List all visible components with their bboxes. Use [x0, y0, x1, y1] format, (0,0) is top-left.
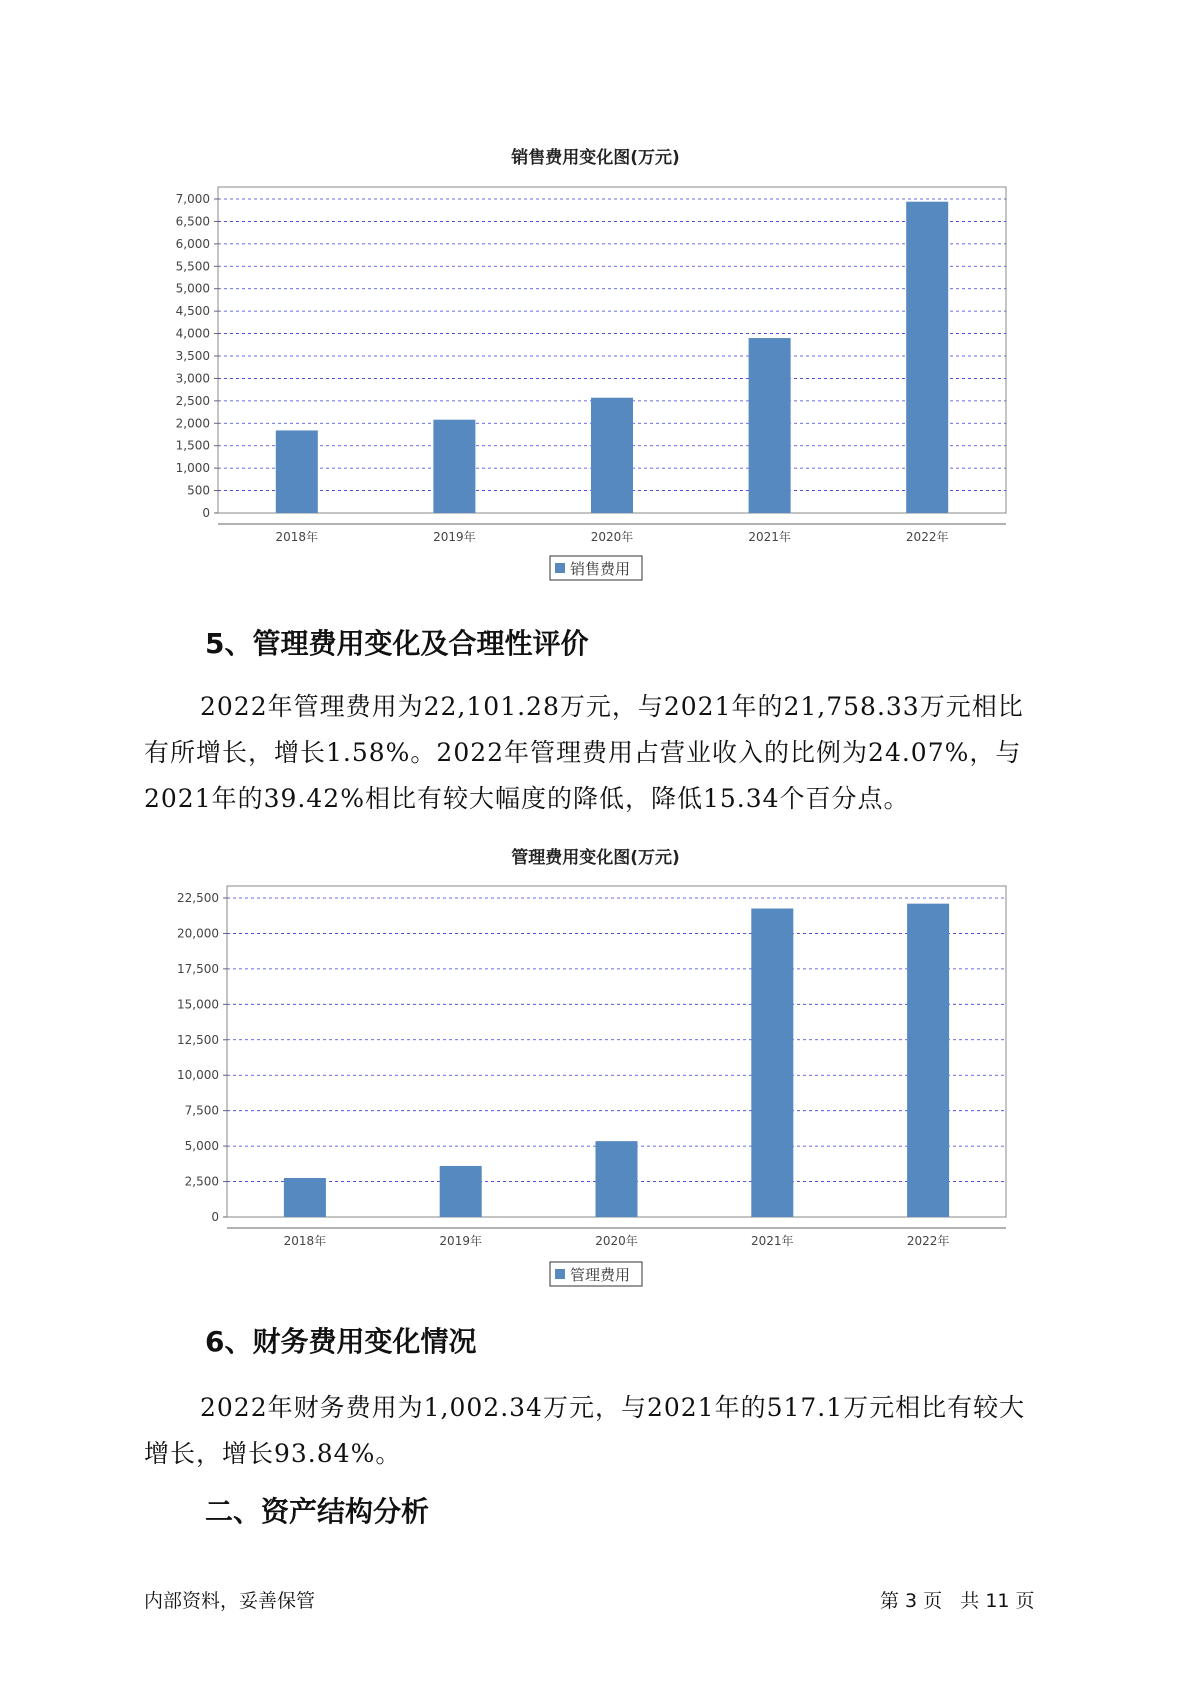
y-tick-label: 12,500 [177, 1032, 219, 1047]
x-tick-label: 2021年 [751, 1234, 794, 1248]
y-tick-label: 15,000 [177, 997, 219, 1012]
bar [907, 904, 949, 1217]
y-tick-label: 6,000 [175, 236, 210, 251]
y-tick-label: 1,500 [175, 438, 210, 453]
y-tick-label: 17,500 [177, 961, 219, 976]
x-tick-label: 2018年 [283, 1234, 327, 1248]
y-tick-label: 2,500 [175, 393, 210, 408]
y-tick-label: 22,500 [177, 891, 219, 905]
legend-swatch [555, 1269, 565, 1279]
bar [596, 1141, 638, 1217]
x-tick-label: 2019年 [439, 1234, 482, 1248]
x-tick-label: 2020年 [595, 1234, 638, 1248]
bar [751, 909, 793, 1217]
legend-label: 销售费用 [570, 560, 631, 578]
x-tick-label: 2018年 [275, 530, 319, 544]
legend-label: 管理费用 [570, 1266, 631, 1284]
y-tick-label: 5,000 [175, 281, 210, 296]
y-tick-label: 20,000 [177, 926, 219, 941]
y-tick-label: 5,500 [175, 259, 210, 274]
y-tick-label: 10,000 [177, 1068, 219, 1083]
y-tick-label: 2,000 [175, 416, 210, 431]
x-tick-label: 2020年 [590, 530, 634, 544]
x-tick-label: 2019年 [433, 530, 476, 544]
y-tick-label: 2,500 [184, 1174, 219, 1189]
y-tick-label: 5,000 [184, 1139, 219, 1154]
y-tick-label: 0 [202, 506, 210, 520]
y-tick-label: 3,500 [175, 349, 210, 363]
sales-chart-title: 销售费用变化图(万元) [511, 148, 680, 168]
footer-confidential-note: 内部资料，妥善保管 [144, 1590, 316, 1612]
asset-structure-heading: 二、资产结构分析 [205, 1495, 430, 1528]
admin-expense-heading: 5、管理费用变化及合理性评价 [205, 627, 589, 660]
footer-page-number: 第 3 页 共 11 页 [880, 1590, 1035, 1612]
y-tick-label: 0 [211, 1210, 219, 1224]
x-tick-label: 2022年 [905, 530, 949, 544]
admin-chart-title: 管理费用变化图(万元) [511, 848, 680, 868]
finance-expense-paragraph [144, 1385, 1049, 1477]
bar [284, 1178, 326, 1217]
x-tick-label: 2022年 [906, 1234, 950, 1248]
y-tick-label: 500 [187, 483, 210, 498]
finance-expense-text: 2022年财务费用为1,002.34万元，与2021年的517.1万元相比有较大增长，增长93.84%。 [144, 1393, 1026, 1468]
y-tick-label: 6,500 [175, 214, 210, 229]
admin-expense-text: 2022年管理费用为22,101.28万元，与2021年的21,758.33万元相比有所增长，增长1.58%。2022年管理费用占营业收入的比例为24.07%，与2021年的39.42%相比有较大幅度的降低，降低15.34个百分点。 [144, 692, 1024, 813]
x-tick-label: 2021年 [748, 530, 791, 544]
y-tick-label: 4,500 [175, 304, 210, 319]
y-tick-label: 4,000 [175, 326, 210, 341]
bar [440, 1166, 482, 1217]
y-tick-label: 7,000 [175, 192, 210, 206]
y-tick-label: 7,500 [184, 1103, 219, 1118]
y-tick-label: 3,000 [175, 371, 210, 386]
finance-expense-heading: 6、财务费用变化情况 [205, 1325, 477, 1358]
y-tick-label: 1,000 [175, 461, 210, 476]
